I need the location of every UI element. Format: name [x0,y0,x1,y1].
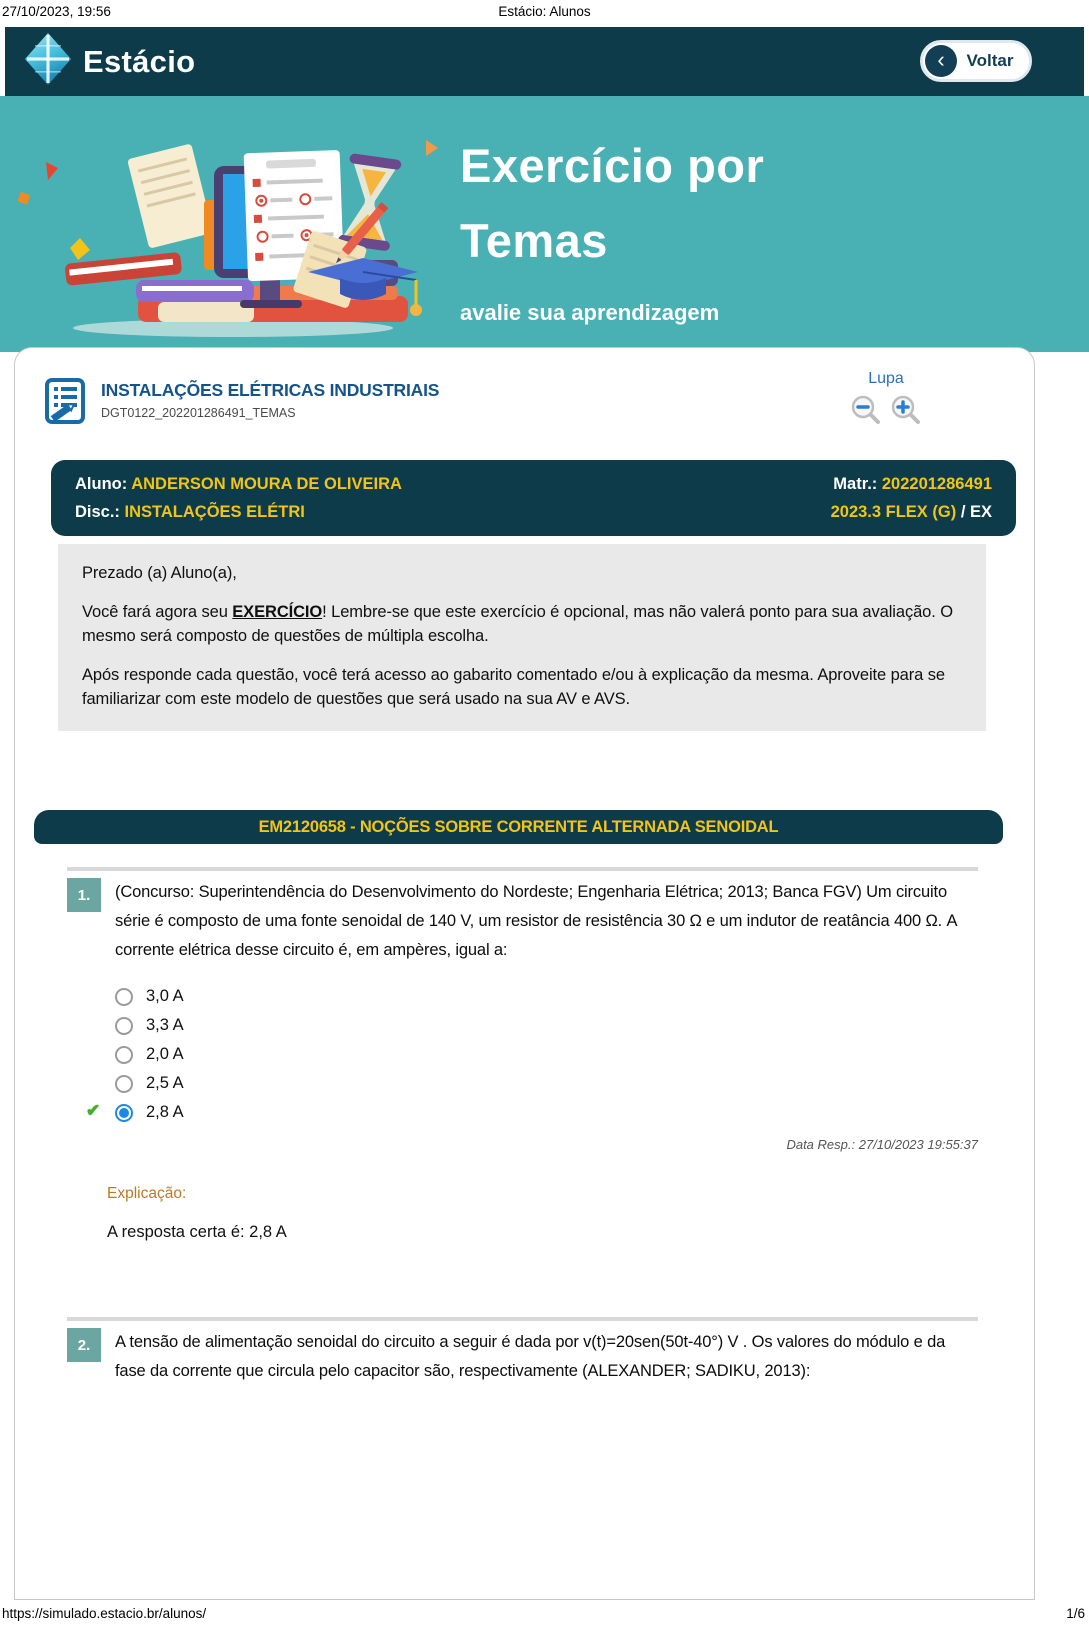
zoom-in-icon[interactable] [890,394,922,431]
back-button-label: Voltar [966,51,1014,70]
topic-header [34,810,1003,844]
hero-banner [0,96,1089,352]
term-suffix: / EX [956,503,992,521]
question-1-number: 1. [67,878,101,912]
zoom-out-icon[interactable] [850,394,882,431]
hero-subtitle: avalie sua aprendizagem [460,300,720,325]
radio-icon[interactable] [115,1017,133,1035]
matricula-label: Matr.: [833,475,882,493]
lupa-label: Lupa [868,370,904,387]
term-value: 2023.3 FLEX (G) [830,503,957,521]
footer-url: https://simulado.estacio.br/alunos/ [2,1606,207,1621]
question-1 [67,867,978,1242]
instructions-paragraph-2: Você fará agora seu EXERCÍCIO! Lembre-se que este exercício é opcional, mas não valerá ponto para sua avaliação. O mesmo será composto de questões de múltipla escolha. [82,603,953,645]
answer-timestamp: Data Resp.: 27/10/2023 19:55:37 [786,1137,978,1152]
course-notes-icon [45,378,87,429]
question-2-number: 2. [67,1328,101,1362]
radio-icon[interactable] [115,1046,133,1064]
exercicio-emphasis: EXERCÍCIO [232,603,323,621]
back-button[interactable] [920,40,1032,82]
correct-check-icon: ✔ [86,1101,101,1120]
question-1-text: (Concurso: Superintendência do Desenvolvimento do Nordeste; Engenharia Elétrica; 2013; Banca FGV) Um circuito série é composto de uma fonte senoidal de 140 V, um resistor de resistência 30 Ω e um indutor de reatância 400 Ω. A corrente elétrica desse circuito é, em ampères, igual a: [115,883,957,959]
question-2 [67,1317,978,1386]
option-d[interactable]: 2,5 A [115,1069,978,1098]
disciplina-value: INSTALAÇÕES ELÉTRI [124,503,305,521]
question-1-options [86,982,978,1127]
course-code: DGT0122_202201286491_TEMAS [101,406,296,420]
question-2-text: A tensão de alimentação senoidal do circuito a seguir é dada por v(t)=20sen(50t-40°) V . Os valores do módulo e da fase da corrente que circula pelo capacitor são, respectivamente (ALEXANDER; SADIKU, 2013): [115,1333,946,1380]
print-datetime: 27/10/2023, 19:56 [2,4,111,19]
content-card [14,347,1035,1600]
option-e-selected[interactable]: ✔ 2,8 A [86,1101,184,1121]
option-b[interactable]: 3,3 A [115,1011,978,1040]
radio-icon[interactable] [115,988,133,1006]
app-header [5,27,1084,96]
aluno-label: Aluno: [75,475,132,493]
study-illustration [18,110,448,342]
brand-name: Estácio [83,43,196,79]
explanation-label: Explicação: [107,1185,187,1202]
print-header [0,4,1089,24]
explanation-text: A resposta certa é: 2,8 A [107,1223,287,1241]
instructions-block [58,544,986,731]
matricula-value: 202201286491 [881,475,992,493]
back-chevron-icon: ‹ [925,45,957,77]
instructions-greeting: Prezado (a) Aluno(a), [82,564,237,582]
brand [25,33,195,90]
radio-icon[interactable] [115,1075,133,1093]
course-title: INSTALAÇÕES ELÉTRICAS INDUSTRIAIS [101,380,440,400]
disciplina-label: Disc.: [75,503,125,521]
student-info-bar [51,460,1016,536]
radio-selected-icon[interactable] [115,1104,133,1122]
option-a[interactable]: 3,0 A [115,982,978,1011]
aluno-name: ANDERSON MOURA DE OLIVEIRA [131,475,402,493]
footer-page-number: 1/6 [1066,1606,1085,1621]
print-title: Estácio: Alunos [498,4,591,19]
topic-title: EM2120658 - NOÇÕES SOBRE CORRENTE ALTERNADA SENOIDAL [258,817,779,836]
option-c[interactable]: 2,0 A [115,1040,978,1069]
instructions-paragraph-3: Após responde cada questão, você terá acesso ao gabarito comentado e/ou à explicação da mesma. Aproveite para se familiarizar com este modelo de questões que será usado na sua AV e AVS. [82,666,945,708]
estacio-logo-icon [25,33,71,90]
print-footer [0,1606,1089,1624]
hero-title: Exercício por Temas [460,139,765,267]
